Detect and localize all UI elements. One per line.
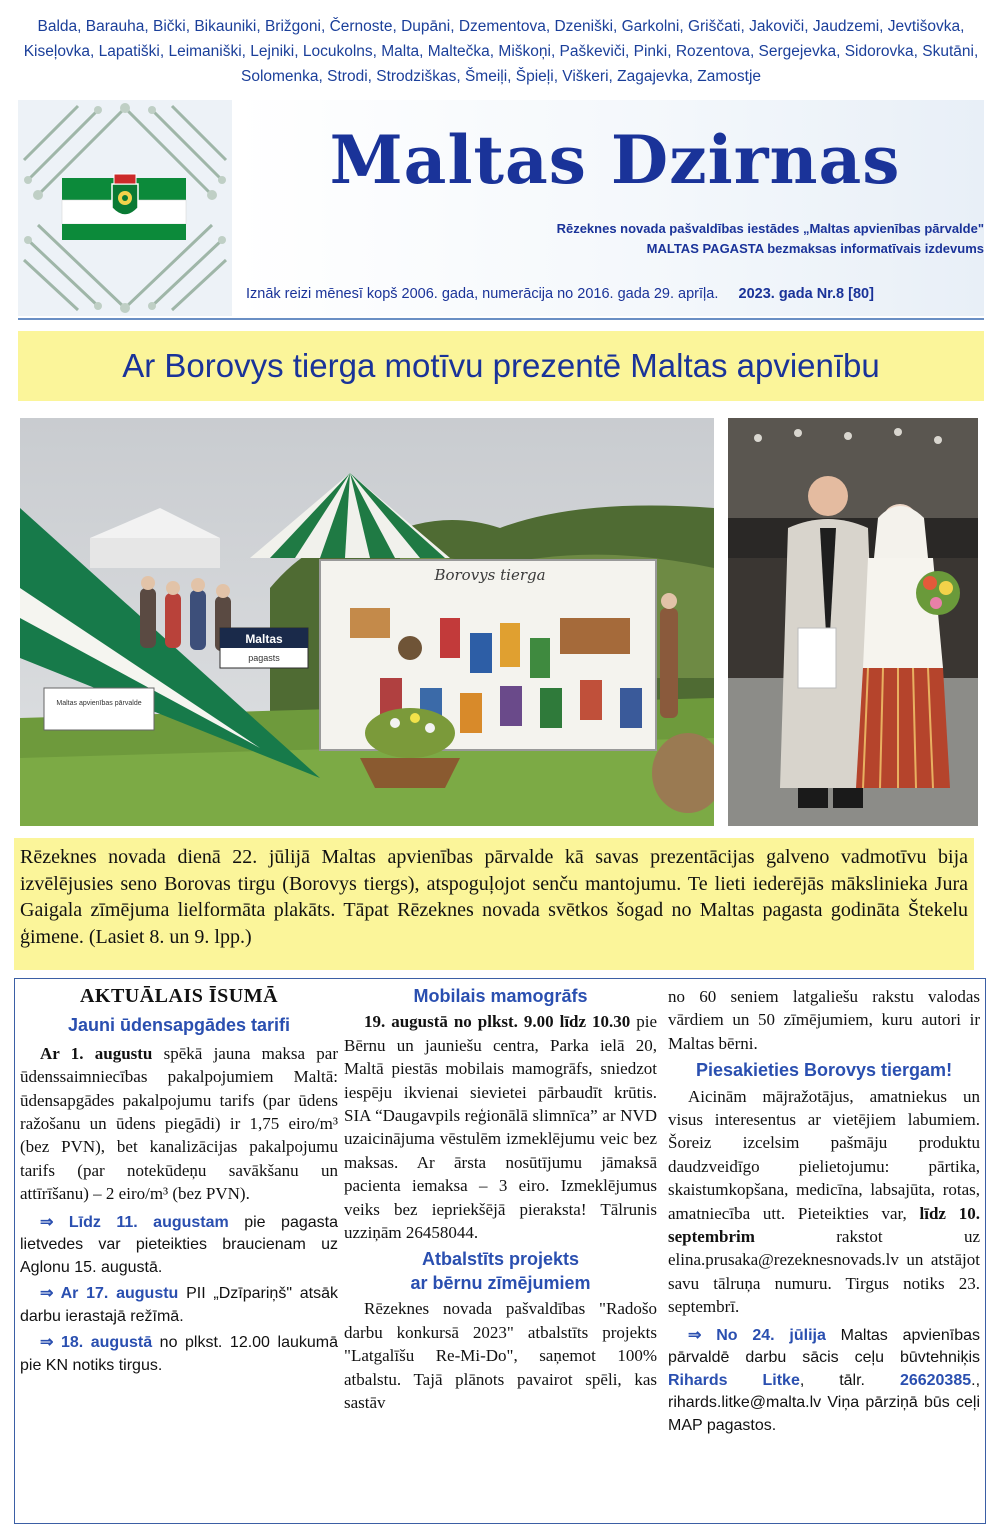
project-heading-line1: Atbalstīts projekts	[421, 1249, 580, 1270]
notice-road-technician	[668, 1325, 980, 1438]
notice-kindergarten	[20, 1283, 338, 1328]
publisher-line-2: MALTAS PAGASTA bezmaksas informatīvais izdevums	[646, 241, 984, 256]
project-heading-line2: ar bērnu zīmējumiem	[410, 1272, 591, 1293]
sign-maltas: Maltas	[245, 632, 283, 646]
portrait-photo	[728, 418, 978, 826]
notice-kindergarten-text: PII „Dzīpariņš" atsāk darbu ierastajā režīmā.	[20, 1285, 338, 1325]
coat-of-arms-logo	[18, 100, 232, 316]
notice-road-text-c: ., rihards.litke@malta.lv Viņa pārziņā būs ceļi MAP pagastos.	[668, 1371, 981, 1434]
news-column-3	[668, 985, 980, 1437]
mammograph-paragraph	[344, 1010, 657, 1244]
market-text-b: rakstot uz elina.prusaka@rezeknesnovads.lv un atstājot savu tālruņa numuru. Tirgus notiks 23. septembrī.	[668, 1227, 980, 1317]
issue-number: 2023. gada Nr.8 [80]	[738, 286, 874, 302]
newspaper-title: Maltas Dzirnas	[329, 121, 901, 199]
sign-pagasts: pagasts	[248, 653, 280, 663]
news-column-1	[20, 985, 338, 1377]
main-headline: Ar Borovys tierga motīvu prezentē Maltas apvienību	[122, 347, 880, 384]
notice-kindergarten-date: ⇒ Ar 17. augustu	[40, 1285, 179, 1303]
water-tariff-date: Ar 1. augustu	[40, 1043, 153, 1063]
technician-name: Rihards Litke	[668, 1371, 800, 1389]
news-column-2	[344, 985, 657, 1414]
project-paragraph-continued: no 60 seniem latgaliešu rakstu valodas vārdiem un 50 zīmējumiem, kuru autori ir Maltas bērni.	[668, 987, 980, 1053]
notice-road-date: ⇒ No 24. jūlija	[688, 1326, 826, 1344]
notice-road-text-a: Maltas apvienības pārvaldē darbu sācis ceļu būvtehniķis	[668, 1326, 981, 1367]
poster-title: Borovys tierga	[434, 566, 546, 584]
notice-market	[20, 1332, 338, 1377]
notice-aglona	[20, 1212, 338, 1280]
notice-aglona-text: pie pagasta lietvedes var pieteikties braucienam uz Aglonu 15. augustā.	[20, 1213, 338, 1276]
photo-caption: Rēzeknes novada dienā 22. jūlijā Maltas apvienības pārvalde kā savas prezentācijas galveno vadmotīvu bija izvēlējusies seno Borovas tirgu (Borovys tiergs), atspoguļojot senču mantojumu. Te lieti iederējās mākslinieka Jura Gaigala zīmējuma lielformāta plakāts. Tāpat Rēzeknes novada svētkos šogad no Maltas pagasta godināta Štekelu ģimene. (Lasiet 8. un 9. lpp.)	[20, 846, 968, 948]
festival-photo	[20, 418, 714, 826]
village-list: Balda, Barauha, Bički, Bikauniki, Brižgoni, Černoste, Dupāni, Dzementova, Dzeniški, Garkolni, Griščati, Jakoviči, Jaudzemi, Jevtišovka, Kiseļovka, Lapatiški, Leimaniški, Lejniki, Locukolns, Malta, Maltečka, Miškoņi, Paškeviči, Pinki, Rozentova, Sergejevka, Sidorovka, Skutāni, Solomenka, Strodi, Strodziškas, Šmeiļi, Špieļi, Viškeri, Zagajevka, Zamostje	[23, 18, 979, 85]
notice-market-date: ⇒ 18. augustā	[40, 1334, 153, 1352]
water-tariff-text: spēkā jauna maksa par ūdenssaimniecības pakalpojumiem Maltā: ūdensapgādes pakalpojumu tarifs (par ūdens ražošanu un ūdens piegādi) ir 1,75 eiro/m³ (bez PVN), bet kanalizācijas pakalpojumu tarifs (par notekūdeņu savākšanu un attīrīšanu) – 2 eiro/m³ (bez PVN).	[20, 1043, 338, 1204]
notice-aglona-date: ⇒ Līdz 11. augustam	[40, 1213, 229, 1231]
issue-info	[246, 286, 986, 302]
water-tariff-heading: Jauni ūdensapgādes tarifi	[67, 1015, 291, 1036]
market-heading: Piesakieties Borovys tiergam!	[695, 1060, 953, 1081]
market-deadline: līdz 10. septembrim	[668, 1203, 980, 1247]
market-paragraph	[668, 1085, 980, 1319]
sign-maltas-apvienibas: Maltas apvienības pārvalde	[56, 700, 142, 707]
section-heading: AKTUĀLAIS ĪSUMĀ	[79, 985, 279, 1007]
market-text-a: Aicinām mājražotājus, amatniekus un visus interesentus ar vietējiem labumiem. Šoreiz izcelsim pašmāju produktu daudzveidīgo pielietojumu: pārtika, skaistumkopšana, medicīna, labsajūta, rotas, amatniecība utt. Pieteikties var,	[668, 1086, 980, 1223]
mammograph-heading: Mobilais mamogrāfs	[413, 986, 588, 1006]
mammograph-text: pie Bērnu un jauniešu centra, Parka ielā 20, Maltā piestās mobilais mamogrāfs, sniedzot iespēju ikvienai sievietei pārbaudīt krūtis. SIA “Daugavpils reģionālā slimnīca” ar NVD uzaicinājuma vēstulēm izmeklējumu veic bez maksas. Ar ārsta nosūtījumu jāmaksā pacienta iemaksa – 3 eiro. Izmeklējumus veiks bez iepriekšējā pieraksta! Tālrunis uzziņām 26458044.	[344, 1012, 657, 1243]
publisher-line: Rēzeknes novada pašvaldības iestādes „Maltas apvienības pārvalde"	[556, 221, 984, 236]
water-tariff-paragraph	[20, 1042, 338, 1206]
mammograph-time: 19. augustā no plkst. 9.00 līdz 10.30	[364, 1012, 631, 1032]
masthead-divider	[18, 318, 984, 320]
notice-road-text-b: , tālr.	[799, 1371, 900, 1389]
technician-phone: 26620385	[899, 1371, 972, 1389]
project-paragraph: Rēzeknes novada pašvaldības "Radošo darbu konkursā 2023" atbalstīts projekts "Latgalīšu Re-Mi-Do", saņemot 100% atbalstu. Tajā plānots pavairot spēli, kas sastāv	[344, 1299, 657, 1412]
notice-market-text: no plkst. 12.00 laukumā pie KN notiks tirgus.	[20, 1334, 338, 1374]
frequency-text: Iznāk reizi mēnesī kopš 2006. gada, numerācija no 2016. gada 29. aprīļa.	[246, 286, 719, 302]
